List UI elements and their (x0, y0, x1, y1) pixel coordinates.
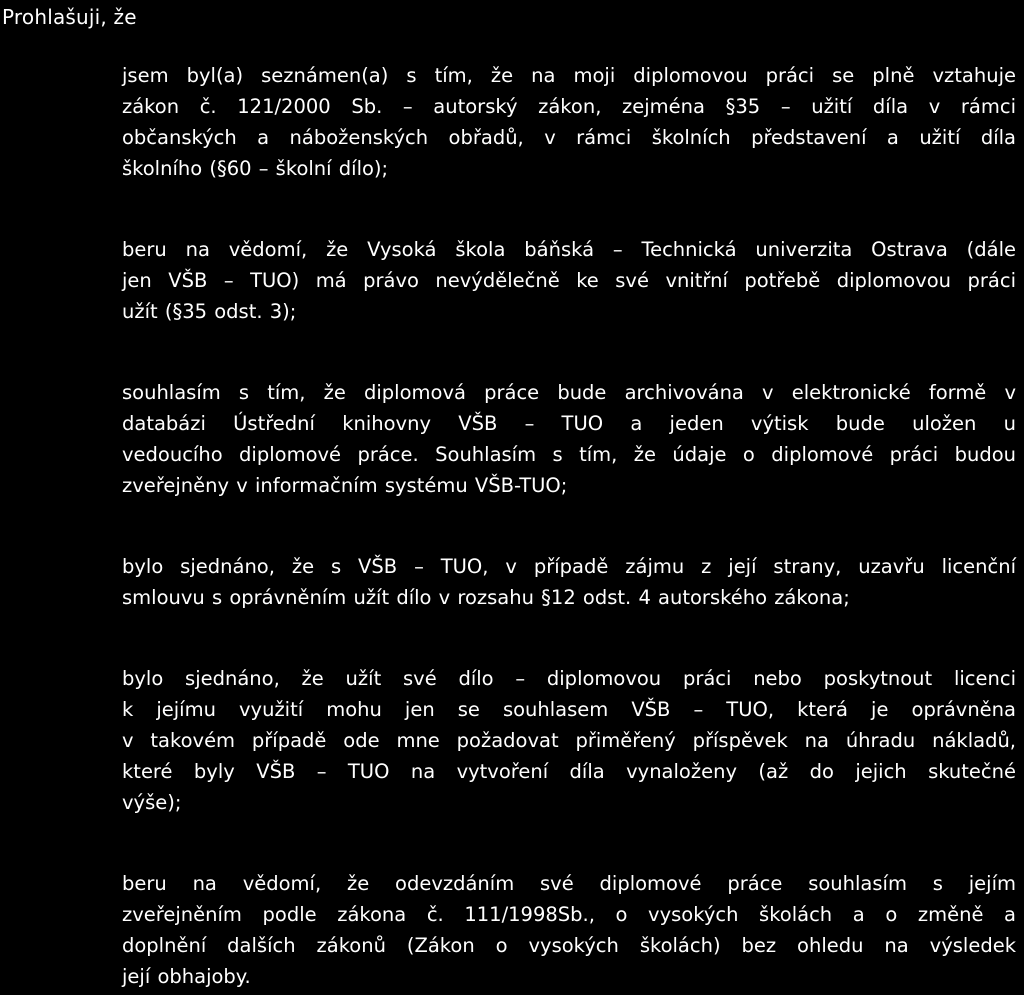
declaration-heading: Prohlašuji, že (2, 5, 137, 29)
clause-archiving (122, 377, 1016, 501)
clause-line: beru na vědomí, že Vysoká škola báňská – Technická univerzita Ostrava (dále (122, 238, 1016, 261)
clause-line: jsem byl(a) seznámen(a) s tím, že na moji diplomovou práci se plně vztahuje (122, 64, 1016, 87)
clause-usage-consent (122, 663, 1016, 818)
clause-line: souhlasím s tím, že diplomová práce bude archivována v elektronické formě v (122, 381, 1016, 404)
clause-line: beru na vědomí, že odevzdáním své diplomové práce souhlasím s jejím (122, 872, 1016, 895)
clause-line: zveřejněny v informačním systému VŠB-TUO; (122, 474, 568, 497)
clause-line: užít (§35 odst. 3); (122, 300, 297, 323)
clause-line: vedoucího diplomové práce. Souhlasím s tím, že údaje o diplomové práci budou (122, 443, 1016, 466)
clause-line: bylo sjednáno, že s VŠB – TUO, v případě zájmu z její strany, uzavřu licenční (122, 555, 1016, 578)
clause-line: v takovém případě ode mne požadovat přiměřený příspěvek na úhradu nákladů, (122, 729, 1016, 752)
clause-line: k jejímu využití mohu jen se souhlasem VŠB – TUO, která je oprávněna (122, 698, 1016, 721)
clause-line: smlouvu s oprávněním užít dílo v rozsahu §12 odst. 4 autorského zákona; (122, 586, 850, 609)
declaration-clauses (122, 60, 1016, 992)
clause-line: databázi Ústřední knihovny VŠB – TUO a jeden výtisk bude uložen u (122, 412, 1016, 435)
clause-line: její obhajoby. (122, 965, 251, 988)
clause-copyright-law (122, 60, 1016, 184)
clause-license-agreement (122, 551, 1016, 613)
clause-line: doplnění dalších zákonů (Zákon o vysokých školách) bez ohledu na výsledek (122, 934, 1016, 957)
clause-line: zveřejněním podle zákona č. 111/1998Sb., o vysokých školách a o změně a (122, 903, 1016, 926)
clause-line: výše); (122, 791, 182, 814)
clause-line: bylo sjednáno, že užít své dílo – diplomovou práci nebo poskytnout licenci (122, 667, 1016, 690)
clause-line: zákon č. 121/2000 Sb. – autorský zákon, zejména §35 – užití díla v rámci (122, 95, 1016, 118)
clause-line: které byly VŠB – TUO na vytvoření díla vynaloženy (až do jejich skutečné (122, 760, 1016, 783)
clause-publication (122, 868, 1016, 992)
clause-internal-use (122, 234, 1016, 327)
clause-line: jen VŠB – TUO) má právo nevýdělečně ke své vnitřní potřebě diplomovou práci (122, 269, 1016, 292)
clause-line: školního (§60 – školní dílo); (122, 157, 389, 180)
clause-line: občanských a náboženských obřadů, v rámci školních představení a užití díla (122, 126, 1016, 149)
